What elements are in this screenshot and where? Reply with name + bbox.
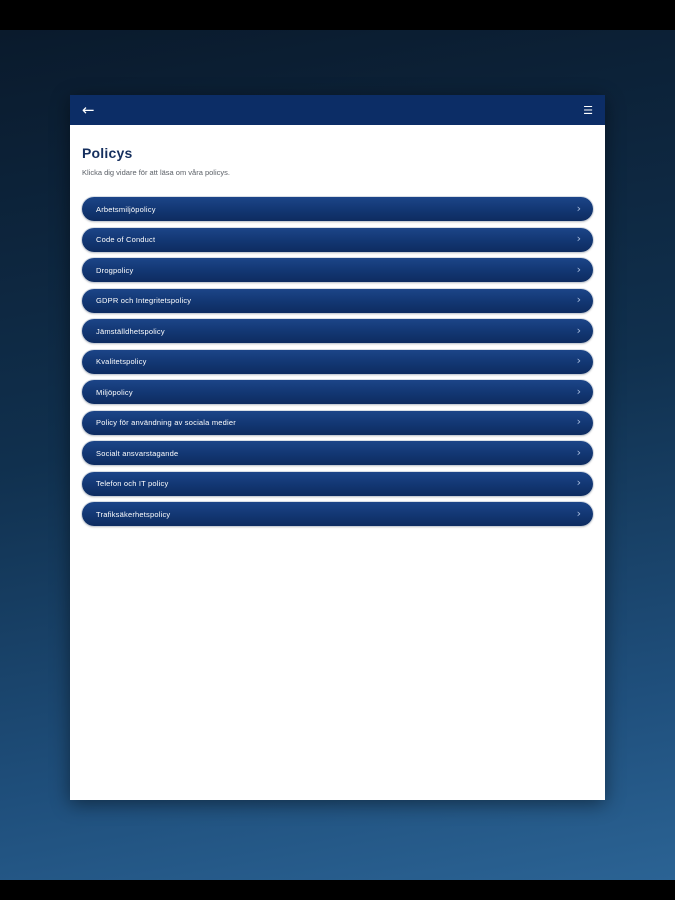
- chevron-right-icon: ›: [576, 201, 581, 215]
- chevron-right-icon: ›: [576, 415, 581, 428]
- bottom-nav-bar: [0, 880, 675, 900]
- policy-label: Miljöpolicy: [96, 387, 133, 397]
- policy-list-item[interactable]: [82, 502, 593, 526]
- back-arrow-icon[interactable]: ←: [82, 100, 95, 119]
- app-header: [70, 95, 605, 125]
- policy-page-card: [70, 95, 605, 800]
- policy-label: Drogpolicy: [96, 265, 134, 275]
- policy-list-item[interactable]: [82, 258, 593, 282]
- policy-label: Code of Conduct: [96, 235, 156, 244]
- policy-label: Policy för användning av sociala medier: [96, 418, 236, 427]
- chevron-right-icon: ›: [576, 232, 581, 245]
- policy-label: GDPR och Integritetspolicy: [96, 296, 192, 305]
- status-bar: [0, 0, 675, 30]
- chevron-right-icon: ›: [576, 384, 581, 398]
- policy-list-item[interactable]: [82, 289, 593, 313]
- menu-icon[interactable]: ☰: [583, 103, 593, 117]
- page-title: Policys: [82, 145, 133, 161]
- chevron-right-icon: ›: [576, 354, 581, 367]
- policy-list: [82, 197, 593, 526]
- policy-label: Kvalitetspolicy: [96, 357, 147, 366]
- page-subtitle: Klicka dig vidare för att läsa om våra policys.: [82, 168, 230, 177]
- policy-list-item[interactable]: [82, 228, 593, 252]
- policy-label: Trafiksäkerhetspolicy: [96, 509, 171, 519]
- chevron-right-icon: ›: [576, 445, 581, 459]
- chevron-right-icon: ›: [576, 262, 581, 276]
- chevron-right-icon: ›: [576, 323, 581, 337]
- page-content: [70, 125, 605, 800]
- chevron-right-icon: ›: [576, 476, 581, 489]
- policy-list-item[interactable]: [82, 441, 593, 465]
- policy-label: Telefon och IT policy: [96, 479, 169, 488]
- policy-list-item[interactable]: [82, 472, 593, 496]
- policy-label: Socialt ansvarstagande: [96, 448, 179, 458]
- policy-list-item[interactable]: [82, 319, 593, 343]
- chevron-right-icon: ›: [576, 293, 581, 306]
- policy-list-item[interactable]: [82, 380, 593, 404]
- policy-list-item[interactable]: [82, 197, 593, 221]
- policy-label: Arbetsmiljöpolicy: [96, 204, 156, 214]
- policy-list-item[interactable]: [82, 350, 593, 374]
- chevron-right-icon: ›: [576, 506, 581, 520]
- policy-list-item[interactable]: [82, 411, 593, 435]
- policy-label: Jämställdhetspolicy: [96, 326, 165, 336]
